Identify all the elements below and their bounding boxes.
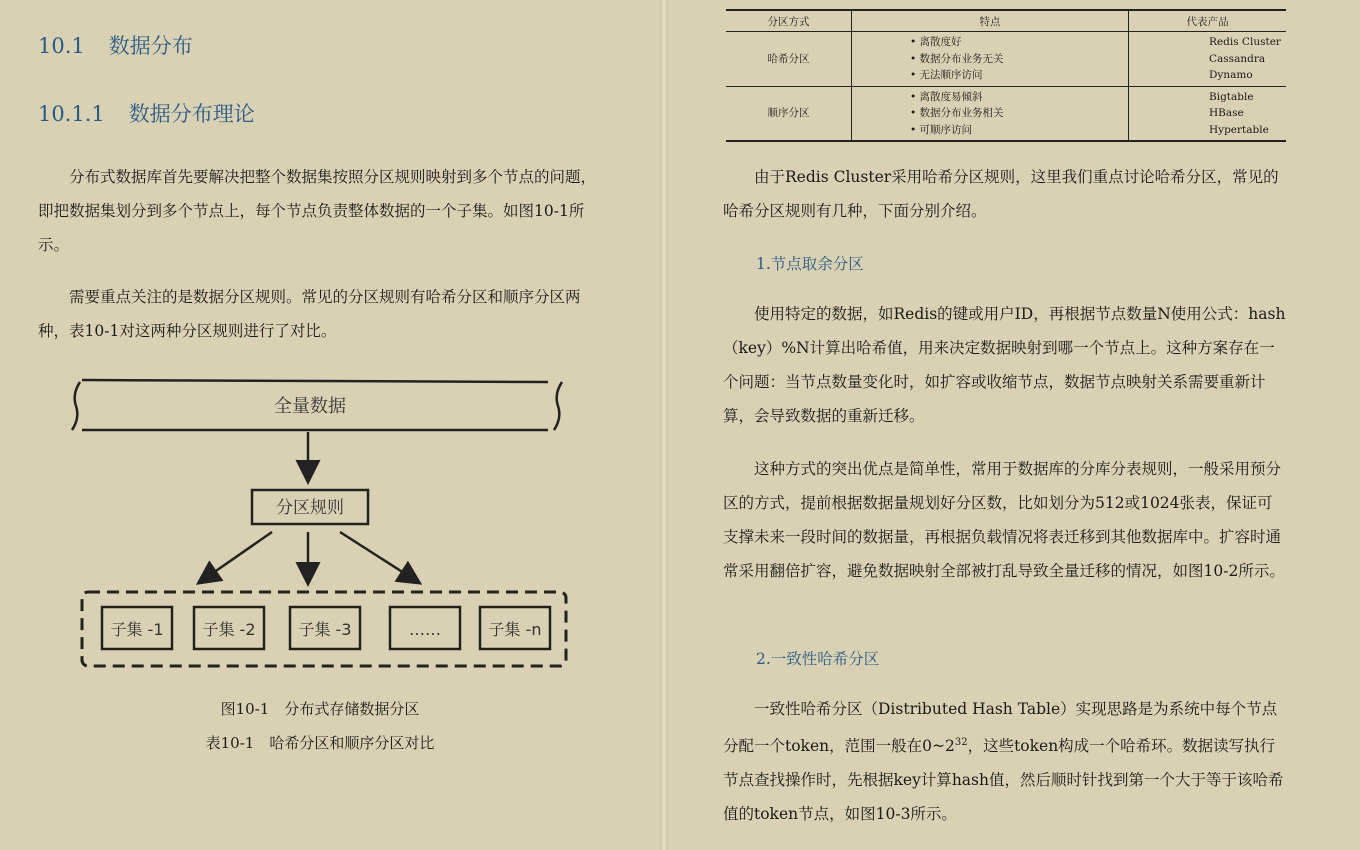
- table-caption: 表10-1 哈希分区和顺序分区对比: [205, 734, 435, 752]
- feature-item: • 离散度易倾斜: [910, 90, 983, 103]
- subset-1-label: 子集 -1: [110, 620, 164, 639]
- feature-item: • 数据分布业务相关: [910, 107, 1004, 119]
- paragraph-intro: 分布式数据库首先要解决把整个数据集按照分区规则映射到多个节点的问题，即把数据集划分到多个节点上，每个节点负责整体数据的一个子集。如图10-1所示。: [38, 168, 597, 254]
- table-row: [726, 86, 1286, 141]
- feature-item: • 可顺序访问: [910, 123, 973, 136]
- figure-caption: 图10-1 分布式存储数据分区: [220, 700, 420, 718]
- subset-boxes: [102, 607, 550, 649]
- product-item: Redis Cluster: [1209, 36, 1281, 48]
- subset-ellipsis-label: ……: [409, 620, 441, 639]
- paragraph-modulo: 使用特定的数据，如Redis的键或用户ID，再根据节点数量N使用公式：hash（key）%N计算出哈希值，用来决定数据映射到哪一个节点上。这种方案存在一个问题：当节点数量变化时，如扩容或收缩节点，数据节点映射关系需要重新计算，会导致数据的重新迁移。: [723, 305, 1286, 425]
- row-products: [1129, 86, 1287, 141]
- subset-n-label: 子集 -n: [488, 620, 542, 639]
- section-heading: [38, 30, 193, 60]
- row-features: [852, 32, 1129, 87]
- paragraph-hash-intro: 由于Redis Cluster采用哈希分区规则，这里我们重点讨论哈希分区，常见的哈希分区规则有几种，下面分别介绍。: [723, 168, 1279, 220]
- row-products: [1129, 32, 1287, 87]
- exponent: 32: [954, 737, 968, 748]
- section-title: 数据分布: [108, 34, 193, 58]
- table-header-row: [726, 10, 1286, 32]
- partition-diagram: [60, 370, 580, 690]
- feature-item: • 数据分布业务无关: [910, 52, 1004, 65]
- paragraph-modulo-advantages: 这种方式的突出优点是简单性，常用于数据库的分库分表规则，一般采用预分区的方式，提前根据数据量规划好分区数，比如划分为512或1024张表，保证可支撑未来一段时间的数据量，再根据负载情况将表迁移到其他数据库中。扩容时通常采用翻倍扩容，避免数据映射全部被打乱导致全量迁移的情况，如图10-2所示。: [723, 460, 1285, 580]
- partition-rule-box: [252, 490, 368, 524]
- paragraph-consistent-hash: [723, 692, 1288, 831]
- paragraph-text: ，这些token构成一个哈希环。数据读写执行节点查找操作时，先根据key计算hash值，然后顺时针找到第一个大于等于该哈希值的token节点，如图10-3所示。: [723, 737, 1284, 824]
- row-type: 哈希分区: [726, 32, 852, 87]
- feature-item: • 离散度好: [910, 36, 962, 48]
- feature-item: • 无法顺序访问: [910, 69, 983, 81]
- full-data-label: 全量数据: [274, 396, 346, 417]
- header-products: 代表产品: [1129, 10, 1287, 32]
- left-page: [0, 0, 660, 850]
- table-row: [726, 32, 1286, 87]
- subsection-title: 数据分布理论: [128, 102, 255, 126]
- row-features: [852, 86, 1129, 141]
- full-data-box: [72, 380, 562, 430]
- subsection-heading: [38, 98, 255, 128]
- right-page: [668, 0, 1360, 850]
- partition-comparison-table: [726, 9, 1286, 142]
- row-type: 顺序分区: [726, 86, 852, 141]
- subset-2-label: 子集 -2: [202, 620, 256, 639]
- subsection-number: 10.1.1: [38, 102, 105, 126]
- paragraph-rules: 需要重点关注的是数据分区规则。常见的分区规则有哈希分区和顺序分区两种，表10-1对这两种分区规则进行了对比。: [38, 288, 581, 340]
- section-number: 10.1: [38, 34, 85, 58]
- subheading-consistent-hash: 2.一致性哈希分区: [756, 650, 880, 668]
- product-item: Cassandra: [1209, 52, 1266, 65]
- subheading-modulo: 1.节点取余分区: [756, 255, 864, 273]
- subset-3-label: 子集 -3: [298, 620, 352, 639]
- book-gutter: [660, 0, 668, 850]
- product-item: Dynamo: [1209, 69, 1253, 81]
- paragraph-text: 一致性哈希分区（Distributed Hash Table）实现思路是为系统中每个节点分配一个token，范围一般在0~2: [723, 700, 1278, 756]
- product-item: Bigtable: [1209, 90, 1254, 103]
- header-features: 特点: [852, 10, 1129, 32]
- product-item: HBase: [1209, 107, 1244, 119]
- header-partition-type: 分区方式: [726, 10, 852, 32]
- product-item: Hypertable: [1209, 123, 1269, 136]
- partition-rule-label: 分区规则: [276, 498, 344, 518]
